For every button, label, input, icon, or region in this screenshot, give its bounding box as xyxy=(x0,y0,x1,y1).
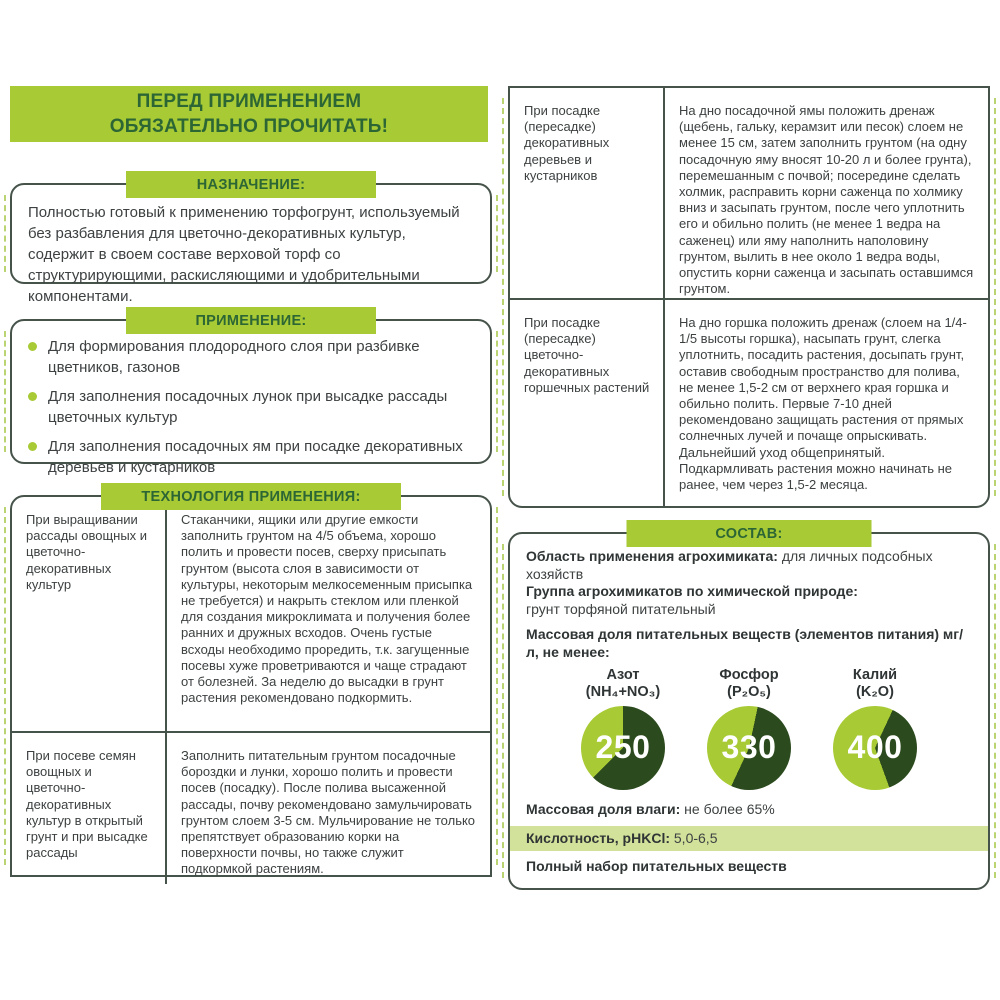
phosphorus-label: Фосфор xyxy=(719,667,779,683)
list-item xyxy=(28,336,478,378)
technology-section-header xyxy=(101,483,401,510)
table-row-term: При посадке (пересадке) декоративных деревьев и кустарников xyxy=(510,88,665,300)
table-row-term: При посеве семян овощных и цветочно-декоративных культур в открытый грунт и при высадке рассады xyxy=(12,733,167,884)
list-item xyxy=(28,436,478,478)
table-row-term: При посадке (пересадке) цветочно-декоративных горшечных растений xyxy=(510,300,665,506)
nitrogen-pie-chart xyxy=(581,706,665,790)
composition-section xyxy=(508,525,990,890)
purpose-text: Полностью готовый к применению торфогрунт, используемый без разбавления для цветочно-декоративных культур, содержит в своем составе верховой торф со структурирующими, раскисляющими и удобрительными компонентами. xyxy=(28,204,460,305)
full-nutrient-set-row: Полный набор питательных веществ xyxy=(526,858,787,874)
moisture-value: не более 65% xyxy=(684,801,775,817)
nutrients-heading: Массовая доля питательных веществ (элементов питания) мг/л, не менее: xyxy=(526,626,963,660)
technology-table-continued xyxy=(508,86,990,508)
technology-table xyxy=(10,488,492,877)
composition-section-title: СОСТАВ: xyxy=(715,525,783,542)
application-area-value: для личных подсобных хозяйств xyxy=(526,548,933,582)
acidity-row xyxy=(510,826,988,852)
nutrients-chart xyxy=(526,667,972,790)
phosphorus-formula: (P₂O₅) xyxy=(727,684,771,700)
application-section-header xyxy=(126,307,376,334)
bullet-icon xyxy=(28,392,37,401)
application-section xyxy=(10,312,492,476)
table-row-description: На дно горшка положить дренаж (слоем на 1/4-1/5 высоты горшка), насыпать грунт, слегка уплотнить, посадить растения, досыпать грунт, оставив свободным пространство для полива, не менее 1,5-2 см от верхнего края горшка и обильно полить. Первые 7-10 дней рекомендовано защищать растения от прямых солнечных лучей и почаще опрыскивать. Дальнейший уход общепринятый. Подкармливать растения можно начинать не ранее, чем через 1,5-2 месяца. xyxy=(679,315,967,493)
acidity-label: Кислотность, рНKCl: xyxy=(526,829,670,846)
table-row-description: Заполнить питательным грунтом посадочные бороздки и лунки, хорошо полить и провести посев (посадку). После полива высаженной рассады, почву рекомендовано замульчировать грунтом слоем 3-5 см. Мульчирование не только препятствует образованию корки на поверхности почвы, но также служит подкормкой растениям. xyxy=(181,748,476,877)
warning-banner xyxy=(10,86,488,142)
table-row-description: Стаканчики, ящики или другие емкости заполнить грунтом на 4/5 объема, хорошо полить и провести посев, сверху присыпать грунтом (высота слоя в зависимости от культуры, некоторым мелкосеменным присыпка не требуется) и накрыть стеклом или пленкой для создания микроклимата и получения более ранних и дружных всходов. Очень густые всходы необходимо проредить, т.к. загущенные посевы хуже проветриваются и чаще страдают от болезней. За неделю до высадки в грунт растения рекомендовано подкормить. xyxy=(167,497,490,733)
table-row-term: При выращивании рассады овощных и цветочно-декоративных культур xyxy=(12,497,167,733)
technology-section-title: ТЕХНОЛОГИЯ ПРИМЕНЕНИЯ: xyxy=(141,488,361,505)
phosphorus-item xyxy=(690,667,808,790)
table-row-description: На дно посадочной ямы положить дренаж (щебень, гальку, керамзит или песок) слоем не менее 15 см, затем заполнить грунтом (на одну посадочную яму вносят 10-20 л и более грунта), перемешанным с почвой; посередине сделать холмик, расправить корни саженца по холмику вниз и засыпать грунтом, после чего уплотнить его и обильно полить (не менее 1 ведра на саженец) или яму наполнить наполовину грунтом, вылить в нее около 1 ведра воды, опустить корни саженца и засыпать оставшимся грунтом. xyxy=(665,88,988,300)
phosphorus-pie-chart xyxy=(707,706,791,790)
potassium-item xyxy=(816,667,934,790)
nitrogen-label: Азот xyxy=(606,667,640,683)
application-area-row xyxy=(526,548,972,583)
potassium-value: 400 xyxy=(847,729,903,766)
purpose-section-header xyxy=(126,171,376,198)
list-item-text: Для заполнения посадочных ям при посадке декоративных деревьев и кустарников xyxy=(48,438,463,476)
application-section-title: ПРИМЕНЕНИЕ: xyxy=(195,312,307,329)
acidity-value: 5,0-6,5 xyxy=(673,829,718,846)
application-list xyxy=(12,321,490,478)
list-item xyxy=(28,386,478,428)
phosphorus-value: 330 xyxy=(721,729,777,766)
list-item-text: Для заполнения посадочных лунок при высадке рассады цветочных культур xyxy=(48,388,448,426)
nitrogen-formula: (NH₄+NO₃) xyxy=(585,684,661,700)
potassium-formula: (K₂O) xyxy=(856,684,894,700)
nitrogen-item xyxy=(564,667,682,790)
moisture-row xyxy=(526,801,972,819)
chemical-group-label: Группа агрохимикатов по химической природе: xyxy=(526,583,858,599)
application-area-label: Область применения агрохимиката: xyxy=(526,548,778,564)
bullet-icon xyxy=(28,442,37,451)
list-item-text: Для формирования плодородного слоя при разбивке цветников, газонов xyxy=(48,338,420,376)
potassium-pie-chart xyxy=(833,706,917,790)
potassium-label: Калий xyxy=(852,667,898,683)
warning-banner-line2: ОБЯЗАТЕЛЬНО ПРОЧИТАТЬ! xyxy=(109,116,389,137)
warning-banner-line1: ПЕРЕД ПРИМЕНЕНИЕМ xyxy=(136,91,362,112)
bullet-icon xyxy=(28,342,37,351)
chemical-group-value: грунт торфяной питательный xyxy=(526,600,716,617)
composition-section-header xyxy=(627,520,872,547)
purpose-section xyxy=(10,176,492,305)
moisture-label: Массовая доля влаги: xyxy=(526,801,681,817)
chemical-group-row xyxy=(526,583,972,618)
composition-content xyxy=(510,534,988,876)
purpose-section-title: НАЗНАЧЕНИЕ: xyxy=(196,176,306,193)
nitrogen-value: 250 xyxy=(595,729,651,766)
